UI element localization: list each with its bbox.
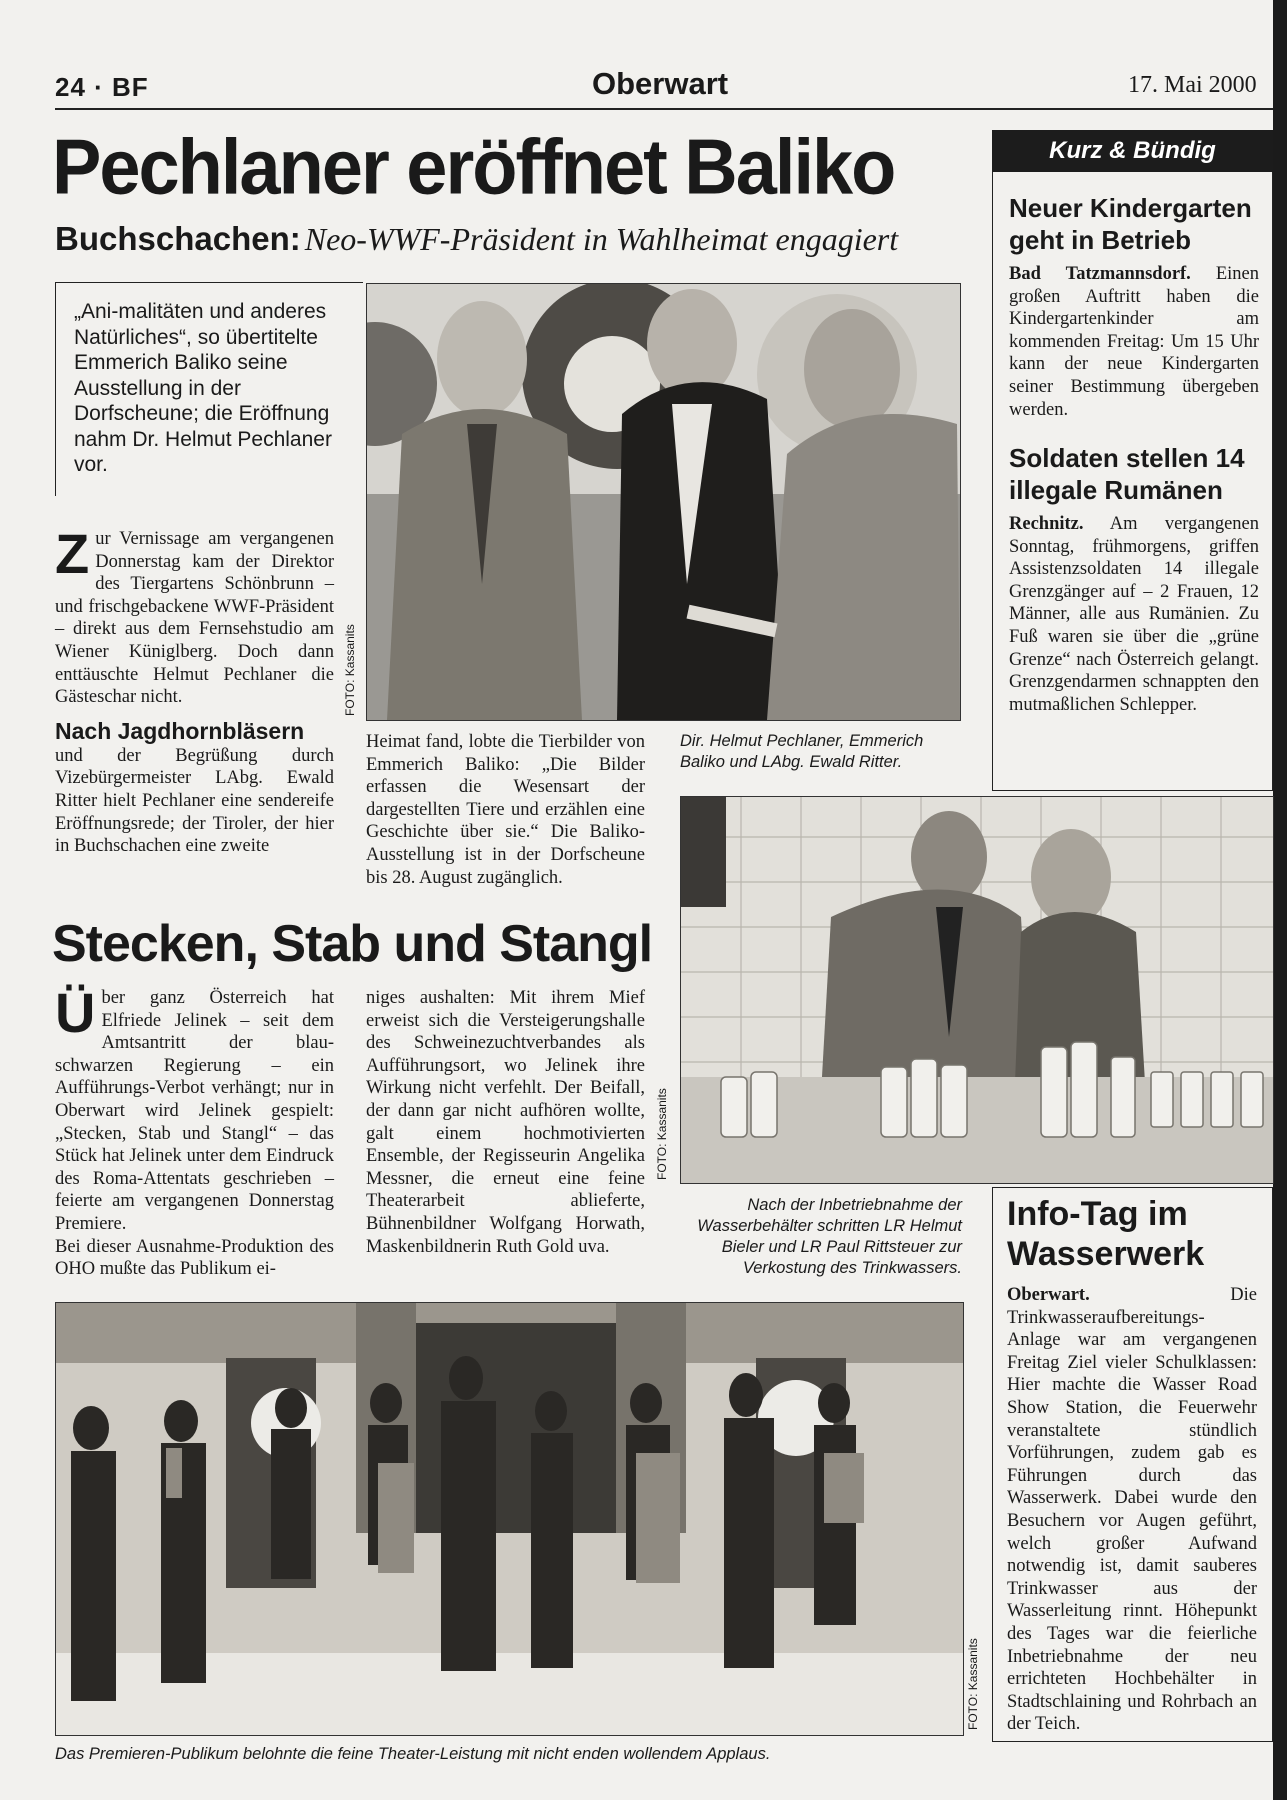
infotag-place: Oberwart. (1007, 1285, 1090, 1305)
photo-wasserwerk-credit: FOTO: Kassanits (655, 1088, 669, 1180)
photo-vernissage-credit: FOTO: Kassanits (343, 624, 357, 716)
article1-column1 (55, 522, 334, 858)
kurz-item-soldaten (1009, 442, 1259, 716)
kurz-body-soldaten: Am vergangenen Sonntag, frühmorgens, griffen Assistenzsoldaten 14 illegale Grenzgänger auf – 2 Frauen, 12 Männer, alle aus Rumänien. Zu Fuß waren sie über die „grüne Grenze“ nach Österreich gelangt. Grenzgendarmen schnappten den mutmaßlichen Schlepper. (1009, 514, 1259, 715)
photo-theater-caption: Das Premieren-Publikum belohnte die feine Theater-Leistung mit nicht enden wollendem Applaus. (55, 1745, 771, 1763)
article1-para1: ur Vernissage am vergangenen Donnerstag kam der Direktor des Tiergartens Schönbrunn – und frischgebackene WWF-Präsident – direkt aus dem Fernsehstudio am Wiener Küniglberg. Doch dann enttäuschte Helmut Pechlaner die Gästeschar nicht. (55, 529, 334, 708)
photo-theater-credit: FOTO: Kassanits (966, 1638, 980, 1730)
kurz-place-soldaten: Rechnitz. (1009, 514, 1084, 534)
photo-vernissage-caption: Dir. Helmut Pechlaner, Emmerich Baliko und LAbg. Ewald Ritter. (680, 732, 924, 771)
kurz-headline-kindergarten: Neuer Kindergarten geht in Betrieb (1009, 193, 1252, 255)
infotag-text (1007, 1284, 1257, 1736)
teaser-box (55, 282, 363, 496)
article2-headline: Stecken, Stab und Stangl (52, 915, 653, 973)
kurz-body-kindergarten: Einen großen Auftritt haben die Kindergartenkinder am kommenden Freitag: Um 15 Uhr kann der neue Kindergarten seiner Bestimmung übergeben werden. (1009, 264, 1259, 420)
article1-dropcap: Z (55, 522, 90, 585)
kurz-item-kindergarten (1009, 192, 1259, 421)
kurz-place-kindergarten: Bad Tatzmannsdorf. (1009, 264, 1191, 284)
article1-subline-place: Buchschachen: (55, 220, 301, 257)
kurz-buendig-banner: Kurz & Bündig (992, 130, 1273, 172)
photo-wasserwerk (680, 796, 1274, 1184)
infotag-box (992, 1187, 1273, 1742)
article1-para2: und der Begrüßung durch Vizebürgermeister LAbg. Ewald Ritter hielt Pechlaner eine sendereife Eröffnungsrede; der Tiroler, der hier in Buchschachen eine zweite (55, 745, 334, 857)
article1-subline (55, 220, 898, 258)
article1-headline: Pechlaner eröffnet Baliko (52, 123, 895, 211)
article1-para3: Heimat fand, lobte die Tierbilder von Emmerich Baliko: „Die Bilder erfassen die Wesensart der dargestellten Tiere und erzählen eine Geschichte über sie.“ Die Baliko-Ausstellung ist in der Dorfscheune bis 28. August zugänglich. (366, 732, 645, 888)
article2-dropcap: Ü (55, 981, 96, 1044)
teaser-text: „Ani-malitäten und anderes Natürliches“, so übertitelte Emmerich Baliko seine Ausstellung in der Dorfscheune; die Eröffnung nahm Dr. Helmut Pechlaner vor. (74, 300, 332, 476)
article1-subline-text: Neo-WWF-Präsident in Wahlheimat engagiert (304, 221, 899, 257)
kurz-text-soldaten (1009, 513, 1259, 716)
photo-theater (55, 1302, 964, 1736)
page-label: 24 · BF (55, 72, 149, 102)
header-rule (55, 108, 1273, 110)
kurz-buendig-box (992, 130, 1273, 791)
page-edge-shadow (1273, 0, 1287, 1800)
photo-vernissage (366, 283, 961, 721)
kurz-text-kindergarten (1009, 263, 1259, 421)
issue-date: 17. Mai 2000 (1128, 72, 1257, 98)
article2-col1b-text: Bei dieser Ausnahme-Produktion des OHO mußte das Publikum ei- (55, 1236, 334, 1280)
article2-column1 (55, 981, 334, 1281)
photo-wasserwerk-caption: Nach der Inbetriebnahme der Wasserbehälter schritten LR Helmut Bieler und LR Paul Rittsteuer zur Verkostung des Trinkwassers. (697, 1196, 962, 1277)
infotag-body: Die Trinkwasseraufbereitungs-Anlage war am vergangenen Freitag Ziel vieler Schulklassen: Hier machte die Wasser Road Show Station, die Feuerwehr veranstaltete stündlich Vorführungen, zudem gab es Führungen durch das Wasserwerk. Dabei wurde den Besuchern vor Augen geführt, welch großer Aufwand notwendig ist, damit sauberes Trinkwasser aus der Wasserleitung rinnt. Höhepunkt des Tages war die feierliche Inbetriebnahme der neu errichteten Hochbehälter in Stadtschlaining und Rohrbach an der Teich. (1007, 1285, 1257, 1735)
infotag-headline: Info-Tag im Wasserwerk (1007, 1195, 1205, 1273)
article1-subhead: Nach Jagdhornbläsern (55, 717, 305, 744)
kurz-headline-soldaten: Soldaten stellen 14 illegale Rumänen (1009, 443, 1245, 505)
section-title: Oberwart (592, 66, 729, 101)
article2-column2: niges aushalten: Mit ihrem Mief erweist sich die Versteigerungshalle des Schweinezuchtverbandes als Aufführungsort, wo Jelinek ihre Wirkung nicht verfehlt. Der Beifall, der dann gar nicht aufhören wollte, galt einem hochmotivierten Ensemble, der Regisseurin Angelika Messner, die erneut eine feine Theaterarbeit ablieferte, Bühnenbildner Wolfgang Horwath, Maskenbildnerin Ruth Gold uva. (366, 988, 645, 1257)
article2-col1-text: ber ganz Österreich hat Elfriede Jelinek – seit dem Amtsantritt der blau-schwarzen Regierung – ein Aufführungs-Verbot verhängt; nur in Oberwart wird Jelinek gespielt: „Stecken, Stab und Stangl“ – das Stück hat Jelinek unter dem Eindruck des Roma-Attentats geschrieben – feierte am vergangenen Donnerstag Premiere. (55, 988, 334, 1234)
